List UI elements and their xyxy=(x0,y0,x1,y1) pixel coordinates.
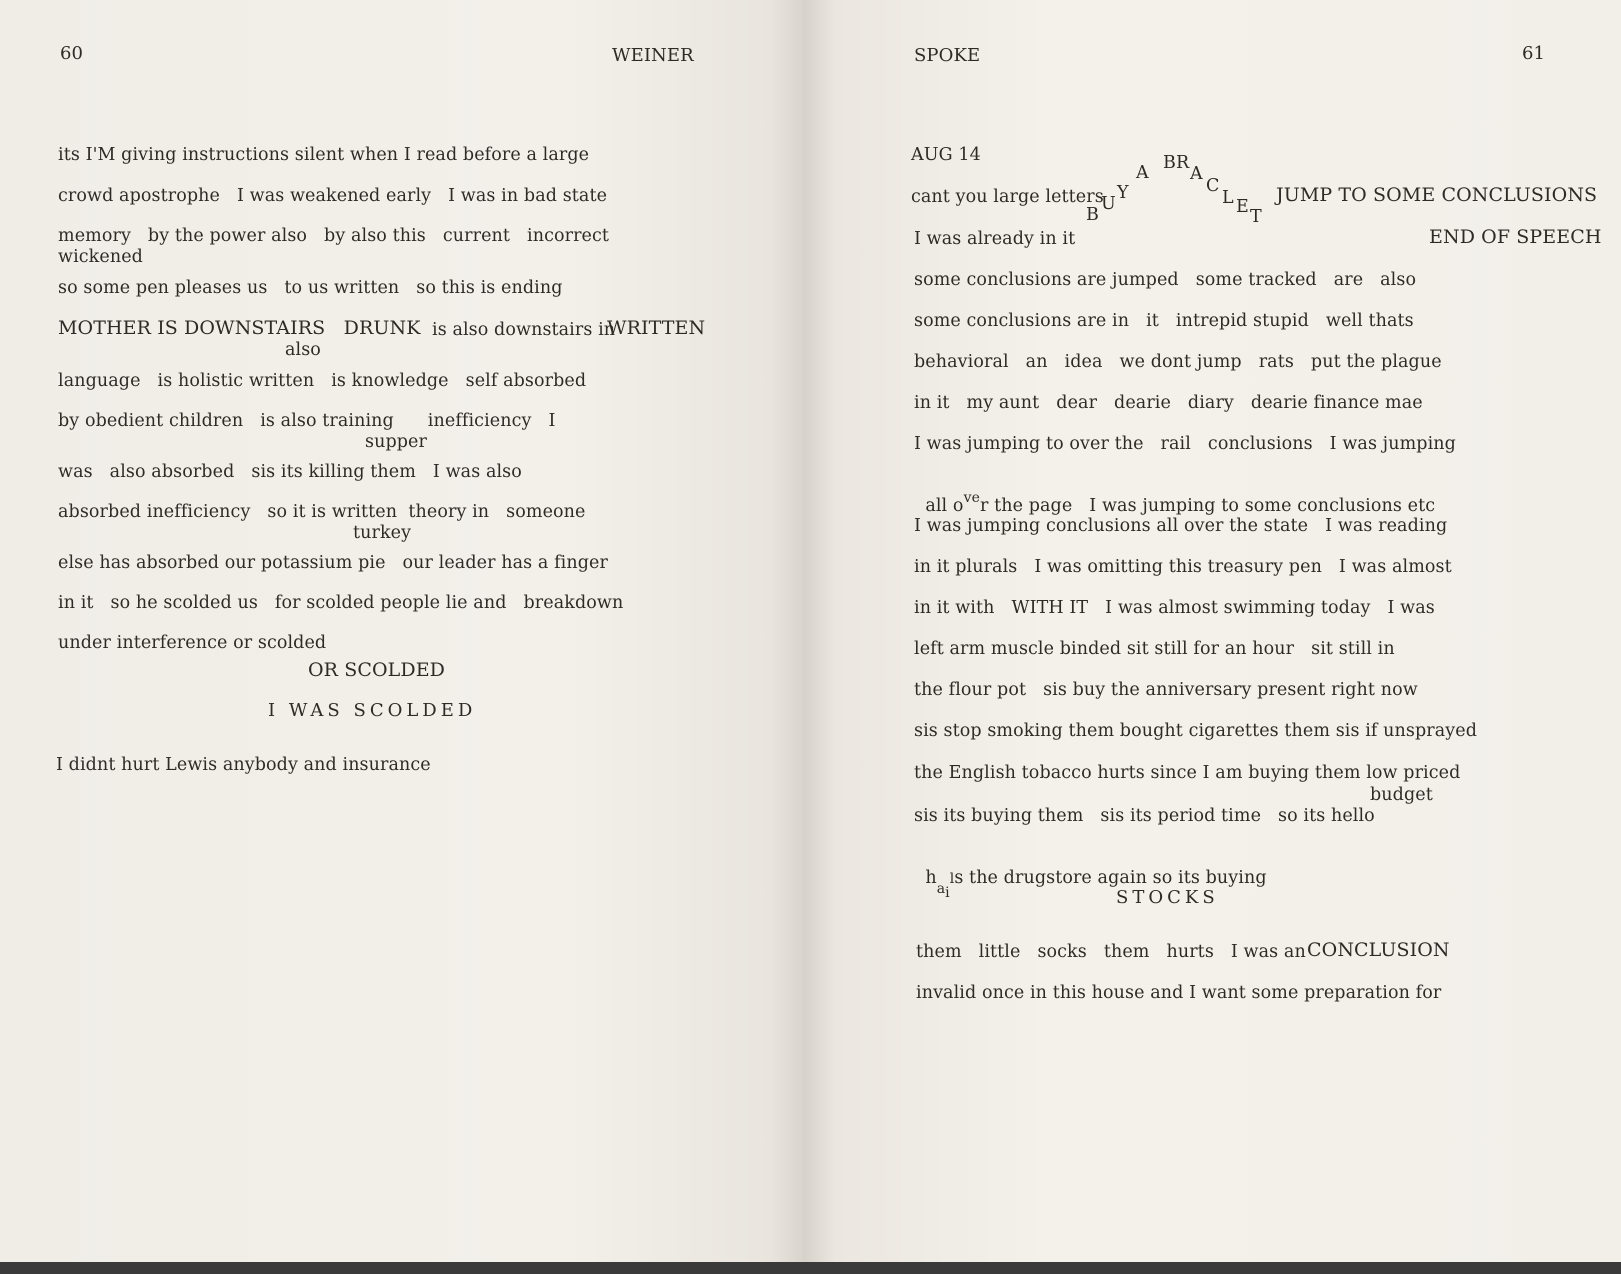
text-line: crowd apostrophe I was weakened early I was in bad state xyxy=(58,186,608,206)
text-line: some conclusions are jumped some tracked are also xyxy=(914,270,1417,290)
bracelet-letter: Y xyxy=(1117,183,1129,203)
text-superscript: ve xyxy=(963,490,980,506)
text-line: absorbed inefficiency so it is written theory in someone xyxy=(58,502,586,522)
text-line-spaced: I WAS SCOLDED xyxy=(268,700,477,721)
text-line: cant you large letters xyxy=(911,187,1104,207)
text-line-caps: JUMP TO SOME CONCLUSIONS xyxy=(1276,184,1598,206)
text-fragment: r the page I was jumping to some conclusions etc xyxy=(979,496,1436,516)
bracelet-letter: U xyxy=(1101,194,1116,214)
text-fragment: h xyxy=(925,868,937,888)
text-word: supper xyxy=(365,432,427,452)
text-word: budget xyxy=(1370,785,1433,805)
text-subscript: i xyxy=(945,885,950,901)
text-line: sis its buying them sis its period time so its hello xyxy=(914,806,1375,826)
text-line: the English tobacco hurts since I am buying them low priced xyxy=(914,763,1461,783)
bracelet-letter: A xyxy=(1190,164,1203,184)
text-fragment: s the drugstore again so its buying xyxy=(954,868,1267,888)
text-line: I was already in it xyxy=(914,229,1076,249)
text-line: I didnt hurt Lewis anybody and insurance xyxy=(56,755,431,775)
text-line: in it plurals I was omitting this treasury pen I was almost xyxy=(914,557,1452,577)
text-word: turkey xyxy=(353,523,412,543)
page-number-right: 61 xyxy=(1522,43,1546,64)
text-line: the flour pot sis buy the anniversary present right now xyxy=(914,680,1418,700)
text-line: sis stop smoking them bought cigarettes them sis if unsprayed xyxy=(914,721,1478,741)
text-line: else has absorbed our potassium pie our leader has a finger xyxy=(58,553,608,573)
text-line: memory by the power also by also this current incorrect xyxy=(58,226,610,246)
bracelet-letter: E xyxy=(1236,197,1249,217)
text-line-caps: MOTHER IS DOWNSTAIRS DRUNK xyxy=(58,317,421,339)
text-line: is also downstairs in xyxy=(432,320,616,340)
text-word-caps: WRITTEN xyxy=(607,317,706,339)
text-date: AUG 14 xyxy=(911,145,981,165)
text-line: in it with WITH IT I was almost swimming today I was xyxy=(914,598,1435,618)
bracelet-letter: L xyxy=(1222,188,1234,208)
text-line xyxy=(914,476,1435,517)
running-head-right: SPOKE xyxy=(914,45,981,66)
text-line: some conclusions are in it intrepid stupid well thats xyxy=(914,311,1414,331)
text-line: behavioral an idea we dont jump rats put the plague xyxy=(914,352,1442,372)
bracelet-letter: A xyxy=(1136,163,1149,183)
bracelet-letter: B xyxy=(1086,205,1099,225)
text-line: them little socks them hurts I was an xyxy=(916,942,1306,962)
text-subscript: a xyxy=(936,881,946,897)
page-number-left: 60 xyxy=(60,43,84,64)
bracelet-letter: BR xyxy=(1163,153,1190,173)
text-line: so some pen pleases us to us written so this is ending xyxy=(58,278,563,298)
running-head-left: WEINER xyxy=(612,45,694,66)
bracelet-letter: T xyxy=(1250,207,1262,227)
text-line: language is holistic written is knowledge self absorbed xyxy=(58,371,587,391)
text-word: also xyxy=(285,340,321,360)
text-line: invalid once in this house and I want some preparation for xyxy=(916,983,1442,1003)
text-line-caps: END OF SPEECH xyxy=(1429,226,1602,248)
text-line-caps: OR SCOLDED xyxy=(308,659,446,681)
text-line: was also absorbed sis its killing them I was also xyxy=(58,462,522,482)
text-line: in it so he scolded us for scolded people lie and breakdown xyxy=(58,593,624,613)
text-line: its I'M giving instructions silent when I read before a large xyxy=(58,145,590,165)
text-line: I was jumping conclusions all over the state I was reading xyxy=(914,516,1448,536)
text-line: by obedient children is also training inefficiency I xyxy=(58,411,556,431)
text-line: left arm muscle binded sit still for an hour sit still in xyxy=(914,639,1395,659)
text-line: in it my aunt dear dearie diary dearie finance mae xyxy=(914,393,1423,413)
text-line: I was jumping to over the rail conclusions I was jumping xyxy=(914,434,1456,454)
text-line-spaced: STOCKS xyxy=(1116,887,1219,908)
bracelet-letter: C xyxy=(1206,176,1220,196)
text-fragment: l xyxy=(949,871,955,887)
text-line: wickened xyxy=(58,247,143,267)
text-line: under interference or scolded xyxy=(58,633,327,653)
text-fragment: all o xyxy=(925,496,964,516)
text-word-caps: CONCLUSION xyxy=(1307,939,1450,961)
